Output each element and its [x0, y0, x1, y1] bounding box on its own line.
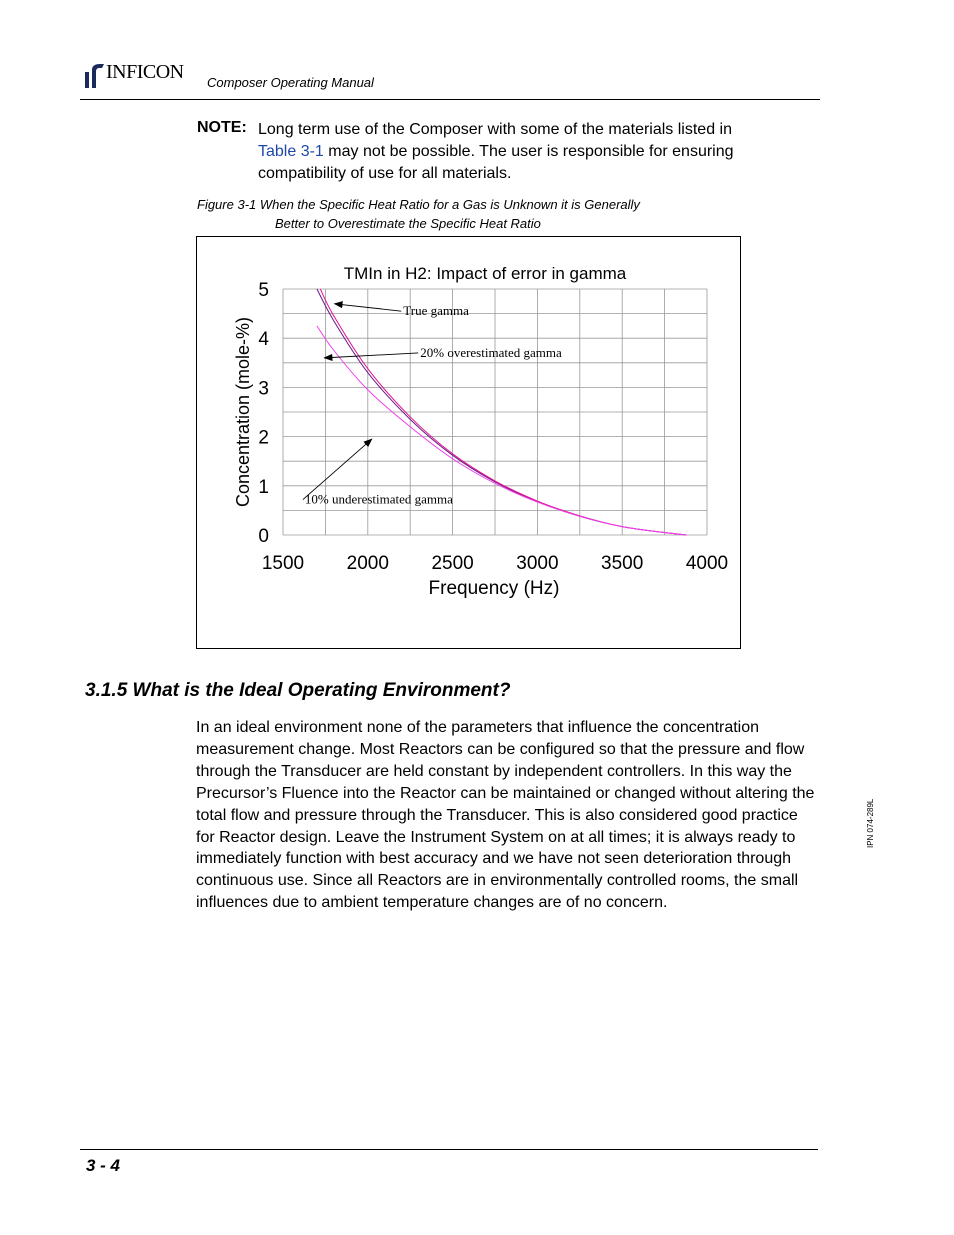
footer-rule: [80, 1149, 818, 1150]
note-line-2-text: may not be possible. The user is responsible for ensuring: [323, 143, 734, 160]
annotation-label: 10% underestimated gamma: [304, 491, 453, 507]
chart-ticks: [258, 280, 728, 574]
ipn-code: IPN 074-289L: [866, 798, 875, 848]
y-tick-label: 3: [258, 378, 269, 400]
chart-title: TMIn in H2: Impact of error in gamma: [343, 264, 627, 283]
annotation-label: 20% overestimated gamma: [420, 344, 562, 360]
note-line-1: Long term use of the Composer with some of the materials listed in: [258, 121, 732, 138]
figure-caption: [197, 195, 640, 233]
caption-line-2: Better to Overestimate the Specific Heat Ratio: [275, 216, 541, 231]
annotation-label: True gamma: [403, 303, 469, 319]
figure-frame: [196, 236, 741, 649]
y-tick-label: 0: [258, 526, 269, 547]
x-tick-label: 4000: [685, 553, 729, 574]
x-tick-label: 2500: [431, 553, 474, 574]
note-label: NOTE:: [197, 119, 247, 136]
x-tick-label: 1500: [261, 553, 305, 574]
logo-mark-icon: [82, 62, 108, 90]
logo-text: INFICON: [106, 61, 184, 83]
note-line-2: [258, 141, 818, 163]
x-tick-label: 3500: [601, 553, 644, 574]
x-tick-label: 2000: [346, 553, 389, 574]
y-tick-label: 5: [258, 280, 269, 301]
y-tick-label: 2: [258, 427, 269, 449]
chart: [197, 237, 739, 647]
y-axis-label: Concentration (mole-%): [233, 316, 253, 508]
x-axis-label: Frequency (Hz): [428, 578, 560, 599]
note-line-3: compatibility of use for all materials.: [258, 165, 512, 182]
caption-line-1: Figure 3-1 When the Specific Heat Ratio for a Gas is Unknown it is Generally: [197, 197, 640, 212]
annotation-arrow: [303, 439, 372, 500]
y-tick-label: 1: [258, 476, 269, 498]
section-paragraph: In an ideal environment none of the parameters that influence the concentration measurement change. Most Reactors can be configured so that the pressure and flow through the Transducer are held constant by independent controllers. In this way the Precursor’s Fluence into the Reactor can be maintained or changed without altering the total flow and pressure through the Transducer. This is also considered good practice for Reactor design. Leave the Instrument System on at all times; it is always ready to immediately function with best accuracy and we have not seen deterioration through continuous use. Since all Reactors are in environmentally controlled rooms, the small influences due to ambient temperature changes are of no concern.: [196, 719, 815, 912]
section-heading: 3.1.5 What is the Ideal Operating Environment?: [85, 680, 511, 701]
page-number: 3 - 4: [86, 1156, 121, 1175]
manual-title: Composer Operating Manual: [207, 75, 374, 90]
header-rule: [80, 99, 820, 100]
table-link[interactable]: Table 3-1: [258, 143, 324, 160]
x-tick-label: 3000: [516, 553, 559, 574]
note-body: [258, 119, 818, 185]
y-tick-label: 4: [258, 329, 269, 351]
